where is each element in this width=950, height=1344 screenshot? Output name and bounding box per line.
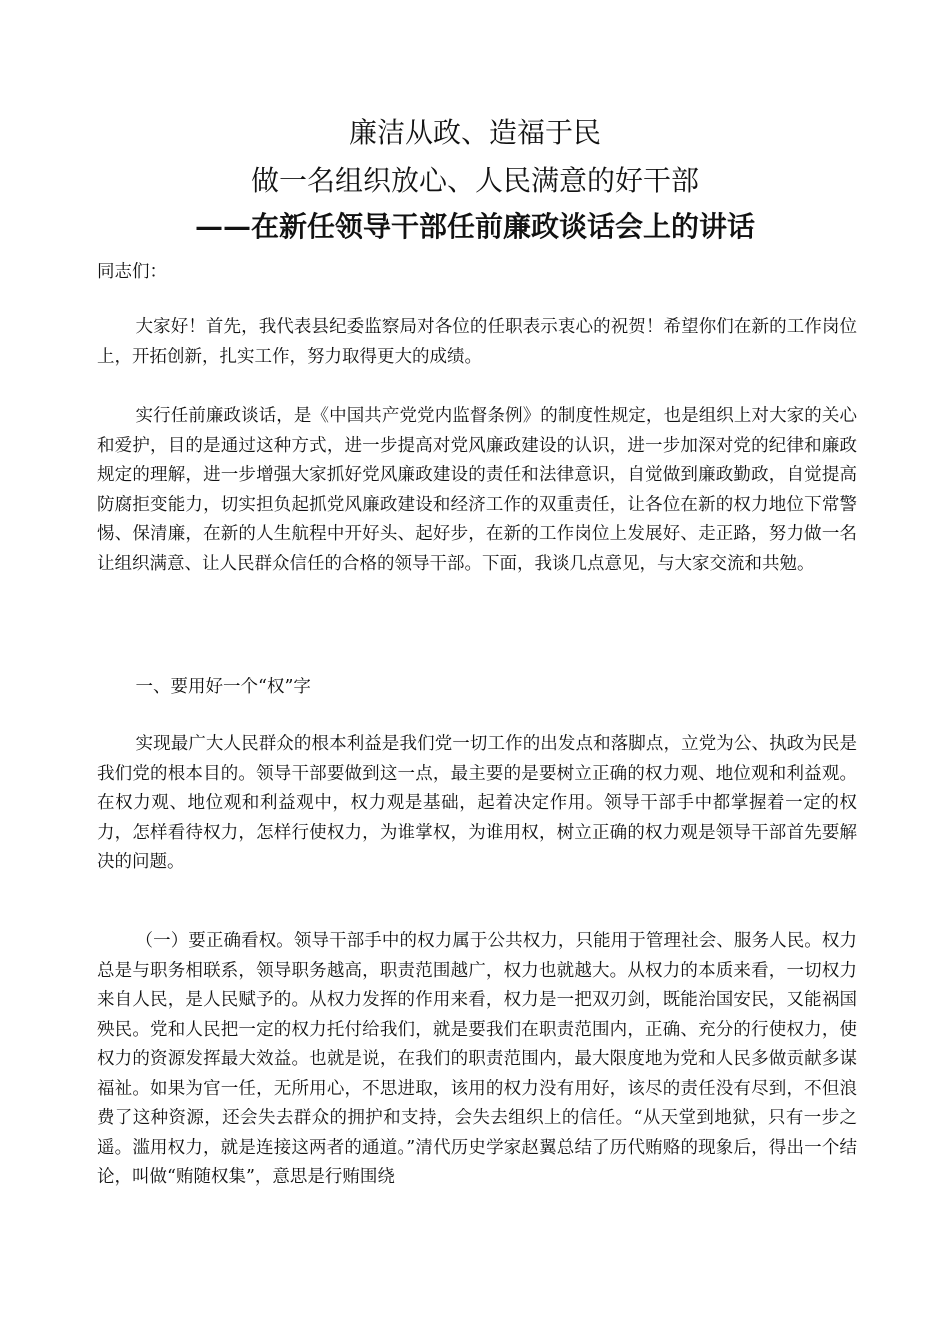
paragraph-view-power-correctly: （一）要正确看权。领导干部手中的权力属于公共权力，只能用于管理社会、服务人民。权力总是与职务相联系，领导职务越高，职责范围越广，权力也就越大。从权力的本质来看，一切权力来自人民，是人民赋予的。从权力发挥的作用来看，权力是一把双刃剑，既能治国安民，又能祸国殃民。党和人民把一定的权力托付给我们，就是要我们在职责范围内，正确、充分的行使权力，使权力的资源发挥最大效益。也就是说，在我们的职责范围内，最大限度地为党和人民多做贡献多谋福祉。如果为官一任，无所用心，不思进取，该用的权力没有用好，该尽的责任没有尽到，不但浪费了这种资源，还会失去群众的拥护和支持，会失去组织上的信任。“从天堂到地狱，只有一步之遥。滥用权力，就是连接这两者的通道。”清代历史学家赵翼总结了历代贿赂的现象后，得出一个结论，叫做“贿随权集”，意思是行贿围绕: [97, 931, 857, 1187]
section-heading-1: 一、要用好一个“权”字: [135, 677, 311, 697]
salutation: 同志们：: [97, 262, 167, 282]
title-line-1: 廉洁从政、造福于民: [348, 116, 601, 149]
paragraph-power-view: 实现最广大人民群众的根本利益是我们党一切工作的出发点和落脚点，立党为公、执政为民是我们党的根本目的。领导干部要做到这一点，最主要的是要树立正确的权力观、地位观和利益观。在权力观、地位观和利益观中，权力观是基础，起着决定作用。领导干部手中都掌握着一定的权力，怎样看待权力，怎样行使权力，为谁掌权，为谁用权，树立正确的权力观是领导干部首先要解决的问题。: [97, 734, 857, 872]
title-line-2: 做一名组织放心、人民满意的好干部: [250, 164, 699, 197]
title-subtitle: ——在新任领导干部任前廉政谈话会上的讲话: [194, 210, 755, 243]
paragraph-purpose: 实行任前廉政谈话，是《中国共产党党内监督条例》的制度性规定，也是组织上对大家的关心和爱护，目的是通过这种方式，进一步提高对党风廉政建设的认识，进一步加深对党的纪律和廉政规定的理解，进一步增强大家抓好党风廉政建设的责任和法律意识，自觉做到廉政勤政，自觉提高防腐拒变能力，切实担负起抓党风廉政建设和经济工作的双重责任，让各位在新的权力地位下常警惕、保清廉，在新的人生航程中开好头、起好步，在新的工作岗位上发展好、走正路，努力做一名让组织满意、让人民群众信任的合格的领导干部。下面，我谈几点意见，与大家交流和共勉。: [97, 406, 857, 574]
paragraph-greeting: 大家好！首先，我代表县纪委监察局对各位的任职表示衷心的祝贺！希望你们在新的工作岗位上，开拓创新，扎实工作，努力取得更大的成绩。: [97, 317, 857, 367]
